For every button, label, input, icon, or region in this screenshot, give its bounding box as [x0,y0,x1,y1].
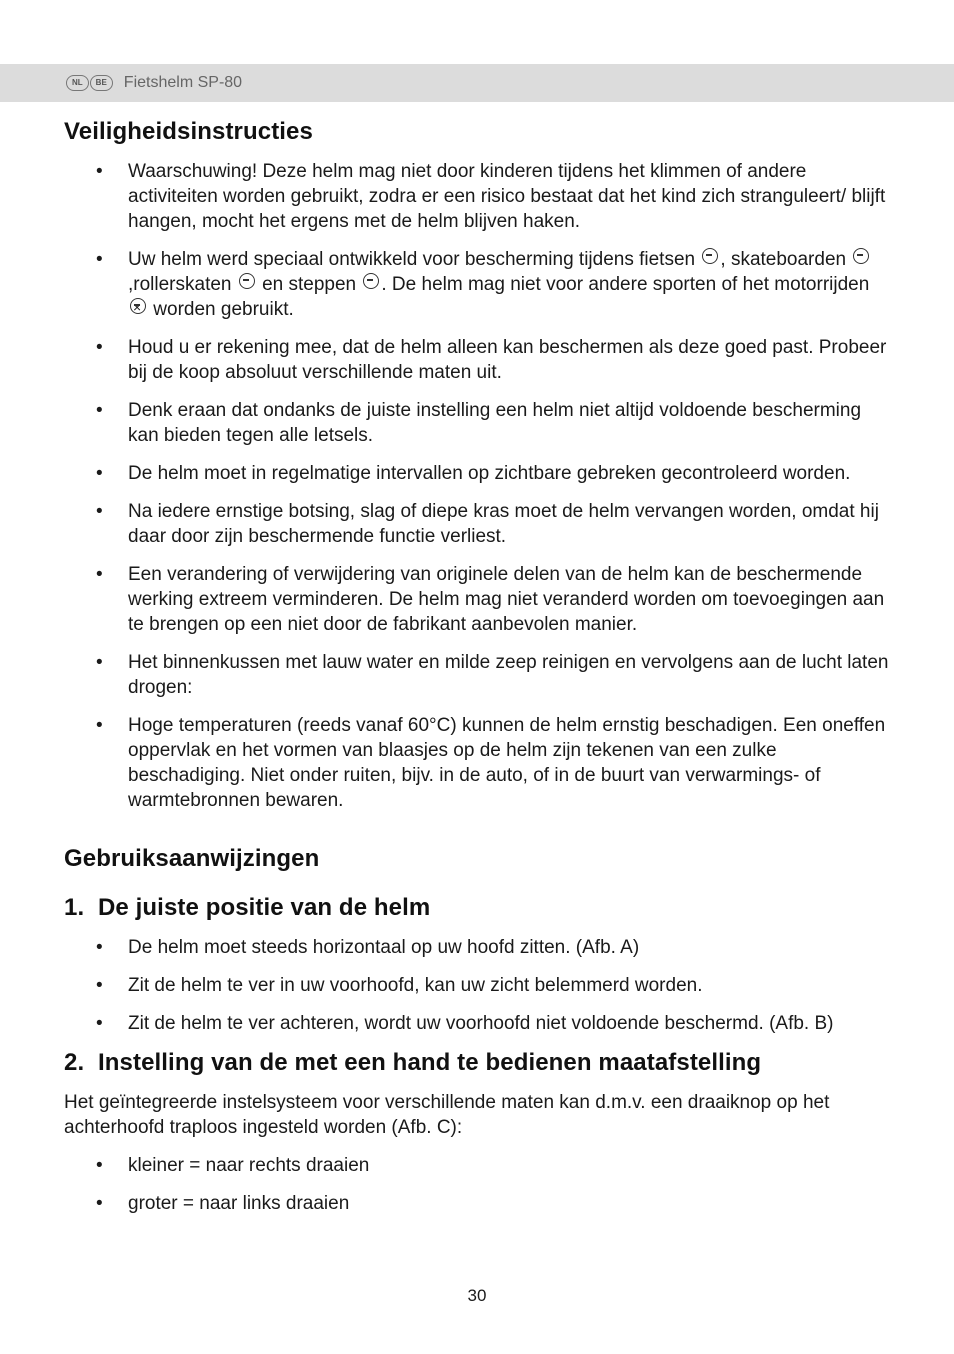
rollerskate-icon [239,273,255,289]
list-item-text: , skateboarden [720,249,847,270]
list-item: • Na iedere ernstige botsing, slag of diepe kras moet de helm vervangen worden, omdat hij daar door zijn beschermende functie verliest. [64,499,890,549]
list-item: • kleiner = naar rechts draaien [64,1153,890,1178]
list-item: • Zit de helm te ver achteren, wordt uw voorhoofd niet voldoende beschermd. (Afb. B) [64,1011,890,1036]
badge-be: BE [90,75,113,91]
section2-number: 2. [64,1049,85,1076]
section1-number: 1. [64,894,85,921]
list-item: • Hoge temperaturen (reeds vanaf 60°C) kunnen de helm ernstig beschadigen. Een oneffen oppervlak en het vormen van blaasjes op de helm zijn tekenen van een zulke beschadiging. Niet onder ruiten, bijv. in de auto, of in de buurt van verwarmings- of warmtebronnen bewaren. [64,713,890,813]
list-item: • De helm moet in regelmatige intervallen op zichtbare gebreken gecontroleerd worden. [64,461,890,486]
list-item: • Het binnenkussen met lauw water en milde zeep reinigen en vervolgens aan de lucht laten drogen: [64,650,890,700]
section1-heading [64,894,890,922]
section1-list [64,935,890,1036]
product-title: Fietshelm SP-80 [123,74,243,91]
list-item: • Zit de helm te ver in uw voorhoofd, kan uw zicht belemmerd worden. [64,973,890,998]
list-item: • groter = naar links draaien [64,1191,890,1216]
language-badges [66,75,114,91]
list-item-text: worden gebruikt. [153,299,294,320]
skateboard-icon [853,248,869,264]
list-item-text: en steppen [262,274,357,295]
section2-list [64,1153,890,1216]
list-item: • Denk eraan dat ondanks de juiste instelling een helm niet altijd voldoende bescherming kan bieden tegen alle letsels. [64,398,890,448]
header-bar [0,64,954,102]
bicycle-icon [702,248,718,264]
page-content [64,118,890,1229]
badge-nl: NL [66,75,89,91]
page-number: 30 [467,1286,487,1305]
list-item-text: . De helm mag niet voor andere sporten of het motorrijden [381,274,870,295]
list-item-text: Uw helm werd speciaal ontwikkeld voor bescherming tijdens fietsen [128,249,696,270]
list-item [64,247,890,322]
no-motorcycle-icon [130,298,146,314]
section2-intro: Het geïntegreerde instelsysteem voor verschillende maten kan d.m.v. een draaiknop op het achterhoofd traploos ingesteld worden (Afb. C): [64,1092,830,1138]
list-item: • Houd u er rekening mee, dat de helm alleen kan beschermen als deze goed past. Probeer bij de koop absoluut verschillende maten uit. [64,335,890,385]
section2-heading [64,1049,890,1077]
list-item: • Waarschuwing! Deze helm mag niet door kinderen tijdens het klimmen of andere activiteiten worden gebruikt, zodra er een risico bestaat dat het kind zich stranguleert/ blijft hangen, mocht het ergens met de helm blijven haken. [64,159,890,234]
list-item: • Een verandering of verwijdering van originele delen van de helm kan de beschermende werking extreem verminderen. De helm mag niet veranderd worden om toevoegingen aan te brengen op een niet door de fabrikant aanbevolen manier. [64,562,890,637]
scooter-icon [363,273,379,289]
section2-title: Instelling van de met een hand te bedienen maatafstelling [98,1049,762,1076]
safety-list [64,159,890,813]
section1-title: De juiste positie van de helm [98,894,431,921]
safety-heading: Veiligheidsinstructies [64,118,313,145]
list-item: • De helm moet steeds horizontaal op uw hoofd zitten. (Afb. A) [64,935,890,960]
list-item-text: ,rollerskaten [128,274,232,295]
usage-heading: Gebruiksaanwijzingen [64,845,320,872]
